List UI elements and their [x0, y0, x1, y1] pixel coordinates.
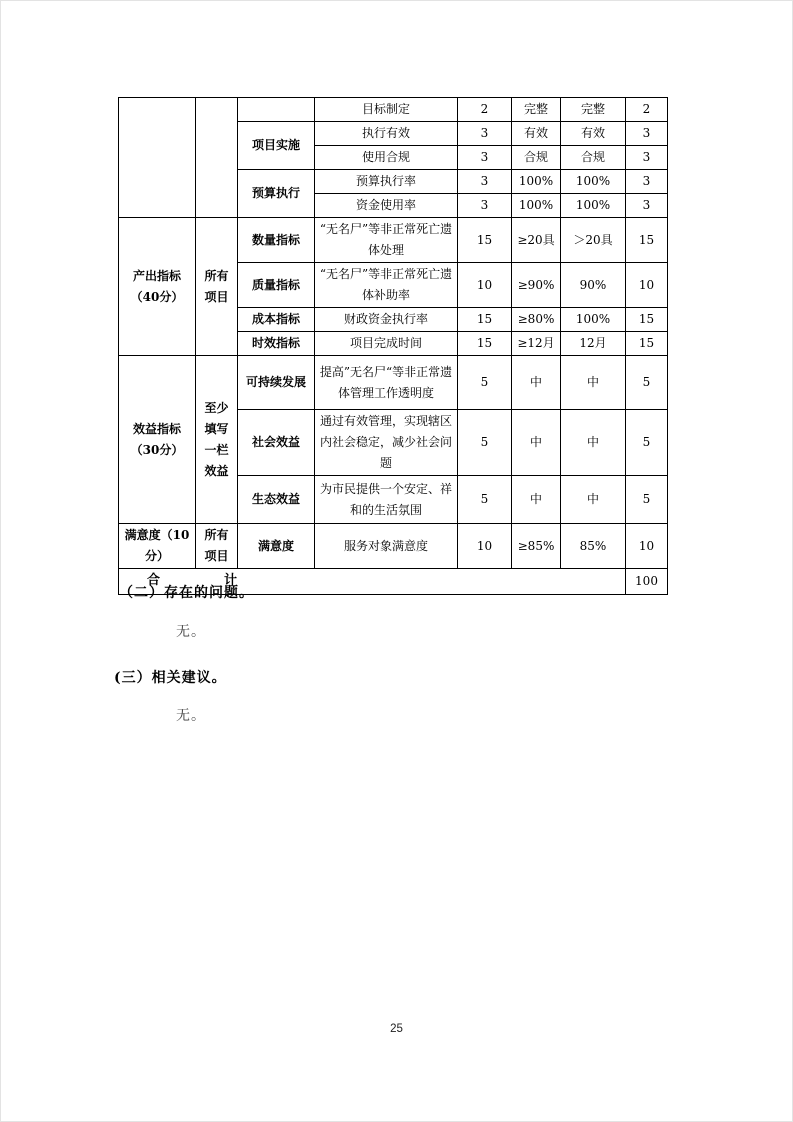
- actual-cell: 100%: [561, 170, 626, 194]
- indicator-cell: 资金使用率: [315, 194, 458, 218]
- score-cell: 5: [458, 476, 512, 524]
- category-cell: [119, 98, 196, 218]
- category-satisfaction: 满意度（10分）: [119, 524, 196, 569]
- target-cell: ≥12月: [512, 332, 561, 356]
- actual-cell: 85%: [561, 524, 626, 569]
- indicator-cell: 通过有效管理，实现辖区内社会稳定，减少社会问题: [315, 410, 458, 476]
- actual-cell: 100%: [561, 308, 626, 332]
- points-cell: 3: [626, 122, 668, 146]
- project-scope-cell: [196, 98, 238, 218]
- target-cell: 中: [512, 476, 561, 524]
- score-cell: 10: [458, 524, 512, 569]
- points-cell: 10: [626, 263, 668, 308]
- group-cell: 项目实施: [238, 122, 315, 170]
- actual-cell: 完整: [561, 98, 626, 122]
- points-cell: 3: [626, 146, 668, 170]
- page-number: 25: [390, 1023, 403, 1035]
- indicator-cell: 项目完成时间: [315, 332, 458, 356]
- target-cell: 100%: [512, 170, 561, 194]
- indicator-cell: 为市民提供一个安定、祥和的生活氛围: [315, 476, 458, 524]
- actual-cell: 中: [561, 476, 626, 524]
- indicator-cell: 目标制定: [315, 98, 458, 122]
- actual-cell: 12月: [561, 332, 626, 356]
- group-cell: 质量指标: [238, 263, 315, 308]
- group-cell: 时效指标: [238, 332, 315, 356]
- indicator-cell: 财政资金执行率: [315, 308, 458, 332]
- indicator-cell: 提高”无名尸“等非正常遗体管理工作透明度: [315, 356, 458, 410]
- points-cell: 3: [626, 194, 668, 218]
- score-cell: 5: [458, 410, 512, 476]
- indicator-cell: 执行有效: [315, 122, 458, 146]
- group-cell: 社会效益: [238, 410, 315, 476]
- actual-cell: 100%: [561, 194, 626, 218]
- group-cell: 满意度: [238, 524, 315, 569]
- points-cell: 10: [626, 524, 668, 569]
- score-cell: 3: [458, 194, 512, 218]
- section-body-problems: 无。: [176, 624, 206, 640]
- score-cell: 15: [458, 308, 512, 332]
- target-cell: 中: [512, 410, 561, 476]
- points-cell: 5: [626, 410, 668, 476]
- group-cell: 数量指标: [238, 218, 315, 263]
- points-cell: 5: [626, 356, 668, 410]
- performance-score-table: [118, 97, 668, 595]
- target-cell: ≥20具: [512, 218, 561, 263]
- section-heading-suggestions: (三）相关建议。: [114, 670, 227, 686]
- points-cell: 2: [626, 98, 668, 122]
- project-scope-cell: 至少填写一栏效益: [196, 356, 238, 524]
- score-cell: 5: [458, 356, 512, 410]
- indicator-cell: 预算执行率: [315, 170, 458, 194]
- indicator-cell: 服务对象满意度: [315, 524, 458, 569]
- project-scope-cell: 所有项目: [196, 218, 238, 356]
- table-row: [119, 356, 668, 410]
- score-cell: 10: [458, 263, 512, 308]
- points-cell: 15: [626, 218, 668, 263]
- actual-cell: 合规: [561, 146, 626, 170]
- indicator-cell: 使用合规: [315, 146, 458, 170]
- actual-cell: 中: [561, 410, 626, 476]
- table-row: [119, 218, 668, 263]
- score-cell: 3: [458, 170, 512, 194]
- points-cell: 5: [626, 476, 668, 524]
- section-body-suggestions: 无。: [176, 708, 206, 724]
- table-row: [119, 98, 668, 122]
- category-benefit-indicators: 效益指标（30分）: [119, 356, 196, 524]
- score-cell: 15: [458, 332, 512, 356]
- points-cell: 15: [626, 332, 668, 356]
- score-cell: 3: [458, 146, 512, 170]
- group-cell: 可持续发展: [238, 356, 315, 410]
- total-value-cell: 100: [626, 569, 668, 595]
- score-cell: 3: [458, 122, 512, 146]
- points-cell: 3: [626, 170, 668, 194]
- actual-cell: 中: [561, 356, 626, 410]
- group-cell: [238, 98, 315, 122]
- category-output-indicators: 产出指标（40分）: [119, 218, 196, 356]
- actual-cell: 90%: [561, 263, 626, 308]
- table-row: [119, 524, 668, 569]
- target-cell: ≥80%: [512, 308, 561, 332]
- target-cell: 有效: [512, 122, 561, 146]
- target-cell: 中: [512, 356, 561, 410]
- score-cell: 15: [458, 218, 512, 263]
- indicator-cell: “无名尸”等非正常死亡遗体处理: [315, 218, 458, 263]
- target-cell: 100%: [512, 194, 561, 218]
- section-heading-problems: （二）存在的问题。: [119, 585, 254, 601]
- total-label-right: 计: [224, 573, 238, 588]
- target-cell: 合规: [512, 146, 561, 170]
- target-cell: ≥85%: [512, 524, 561, 569]
- target-cell: 完整: [512, 98, 561, 122]
- actual-cell: ＞20具: [561, 218, 626, 263]
- indicator-cell: “无名尸”等非正常死亡遗体补助率: [315, 263, 458, 308]
- group-cell: 预算执行: [238, 170, 315, 218]
- project-scope-cell: 所有项目: [196, 524, 238, 569]
- target-cell: ≥90%: [512, 263, 561, 308]
- group-cell: 成本指标: [238, 308, 315, 332]
- total-label-left: 合: [147, 573, 161, 588]
- actual-cell: 有效: [561, 122, 626, 146]
- score-cell: 2: [458, 98, 512, 122]
- points-cell: 15: [626, 308, 668, 332]
- group-cell: 生态效益: [238, 476, 315, 524]
